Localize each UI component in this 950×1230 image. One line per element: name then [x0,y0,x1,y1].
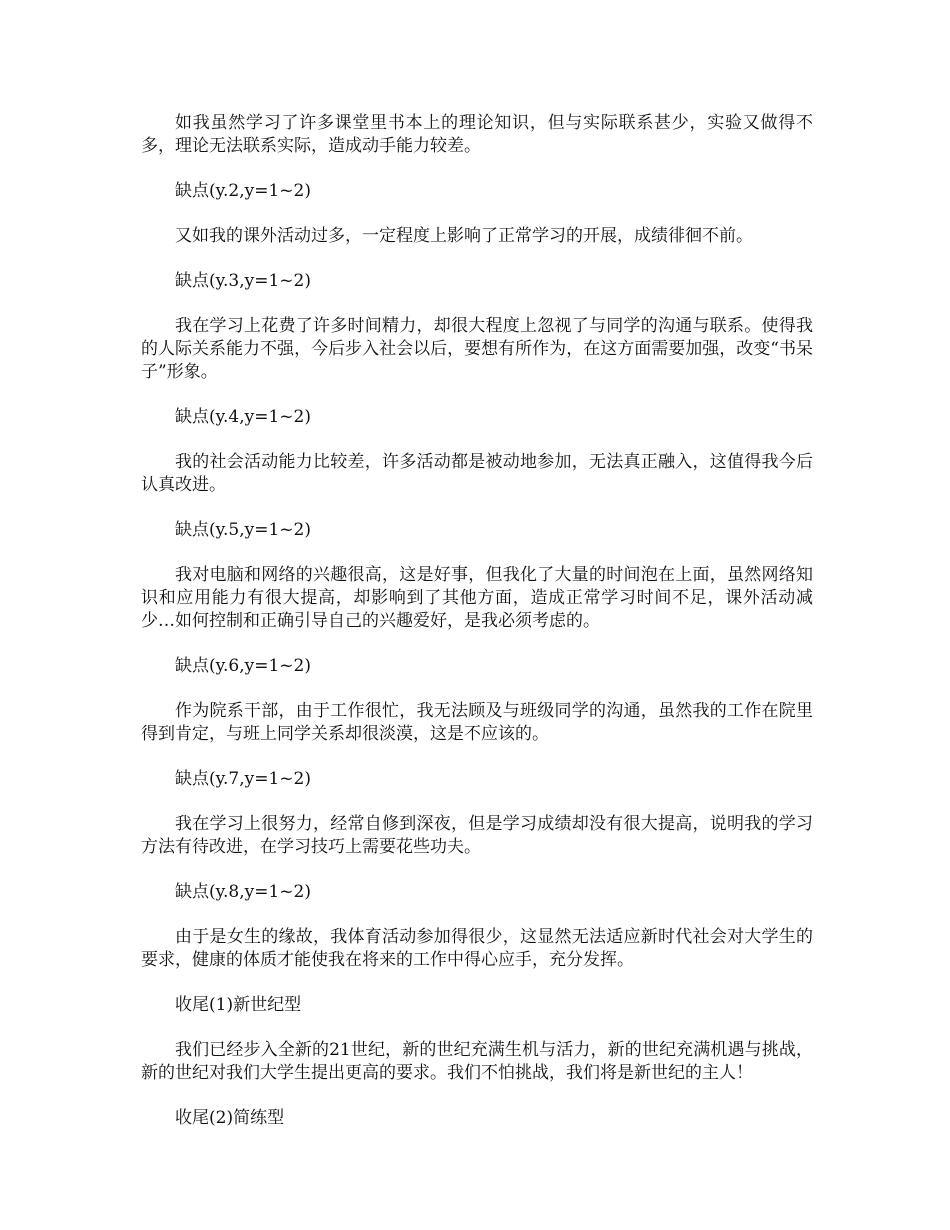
paragraph-cadre-weakness: 作为院系干部，由于工作很忙，我无法顾及与班级同学的沟通，虽然我的工作在院里得到肯定，与班上同学关系却很淡漠，这是不应该的。 [141,701,813,744]
heading-ending-1: 收尾(1)新世纪型 [175,995,302,1015]
heading-weakness-2: 缺点(y.2,y=1~2) [175,181,311,201]
paragraph-internet-weakness: 我对电脑和网络的兴趣很高，这是好事，但我化了大量的时间泡在上面，虽然网络知识和应用能力有很大提高，却影响到了其他方面，造成正常学习时间不足，课外活动减少…如何控制和正确引导自己的兴趣爱好，是我必须考虑的。 [141,565,813,631]
paragraph-social-weakness: 我的社会活动能力比较差，许多活动都是被动地参加，无法真正融入，这值得我今后认真改进。 [141,452,813,495]
paragraph-study-method-weakness: 我在学习上很努力，经常自修到深夜，但是学习成绩却没有很大提高，说明我的学习方法有待改进，在学习技巧上需要花些功夫。 [141,814,813,857]
heading-weakness-8: 缺点(y.8,y=1~2) [175,882,311,902]
heading-weakness-6: 缺点(y.6,y=1~2) [175,656,311,676]
heading-weakness-3: 缺点(y.3,y=1~2) [175,271,311,291]
heading-weakness-7: 缺点(y.7,y=1~2) [175,769,311,789]
heading-weakness-4: 缺点(y.4,y=1~2) [175,407,311,427]
paragraph-new-century: 我们已经步入全新的21世纪，新的世纪充满生机与活力，新的世纪充满机遇与挑战，新的世纪对我们大学生提出更高的要求。我们不怕挑战，我们将是新世纪的主人！ [141,1040,813,1083]
document-page [141,112,813,1152]
paragraph-sports-weakness: 由于是女生的缘故，我体育活动参加得很少，这显然无法适应新时代社会对大学生的要求，健康的体质才能使我在将来的工作中得心应手，充分发挥。 [141,927,813,970]
paragraph-practice-weakness: 如我虽然学习了许多课堂里书本上的理论知识，但与实际联系甚少，实验又做得不多，理论无法联系实际，造成动手能力较差。 [141,113,813,156]
paragraph-communication-weakness: 我在学习上花费了许多时间精力，却很大程度上忽视了与同学的沟通与联系。使得我的人际关系能力不强，今后步入社会以后，要想有所作为，在这方面需要加强，改变“书呆子”形象。 [141,316,813,382]
paragraph-extracurricular-weakness: 又如我的课外活动过多，一定程度上影响了正常学习的开展，成绩徘徊不前。 [175,226,753,246]
heading-ending-2: 收尾(2)简练型 [175,1108,285,1128]
heading-weakness-5: 缺点(y.5,y=1~2) [175,520,311,540]
